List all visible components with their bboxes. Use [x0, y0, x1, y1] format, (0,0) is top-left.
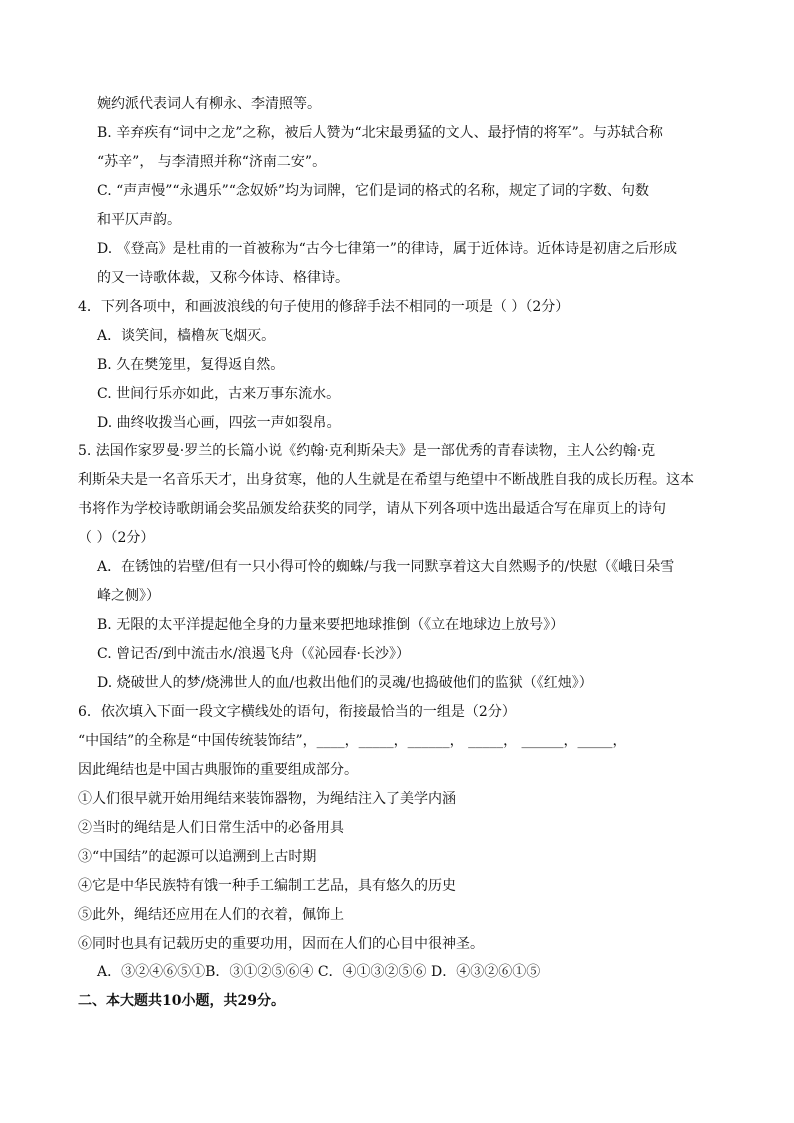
q6-passage-line2: 因此绳结也是中国古典服饰的重要组成部分。 [78, 762, 358, 778]
q5-stem-line2: 利斯朵夫是一名音乐天才，出身贫寒，他的人生就是在希望与绝望中不断战胜自我的成长历程。这本 [78, 472, 694, 488]
q3-option-c-line2: 和平仄声韵。 [97, 212, 181, 228]
q6-options: A．③②④⑥⑤①B．③①②⑤⑥④ C．④①③②⑤⑥ D．④③②⑥①⑤ [97, 964, 541, 980]
q6-sentence-1: ①人们很早就开始用绳结来装饰器物，为绳结注入了美学内涵 [78, 791, 456, 807]
q5-stem-line3: 书将作为学校诗歌朗诵会奖品颁发给获奖的同学，请从下列各项中选出最适合写在扉页上的诗句 [78, 501, 666, 517]
q3-option-b-line1: B. 辛弃疾有“词中之龙”之称，被后人赞为“北宋最勇猛的文人、最抒情的将军”。与苏轼合称 [97, 125, 663, 141]
q6-stem: 6．依次填入下面一段文字横线处的语句，衔接最恰当的一组是（2分） [78, 704, 516, 720]
q6-sentence-3: ③“中国结”的起源可以追溯到上古时期 [78, 849, 317, 865]
q6-sentence-2: ②当时的绳结是人们日常生活中的必备用具 [78, 820, 344, 836]
q4-option-c: C. 世间行乐亦如此，古来万事东流水。 [97, 386, 341, 402]
q3-option-d-line1: D. 《登高》是杜甫的一首被称为“古今七律第一”的律诗，属于近体诗。近体诗是初唐之后形成 [97, 241, 677, 257]
q6-sentence-5: ⑤此外，绳结还应用在人们的衣着，佩饰上 [78, 907, 344, 923]
section-2-heading: 二、本大题共10小题，共29分。 [78, 993, 285, 1009]
q5-stem-line4: （ ）（2分） [78, 530, 155, 546]
q3-option-c-line1: C. “声声慢”“永遇乐”“念奴娇”均为词牌，它们是词的格式的名称，规定了词的字数、句数 [97, 183, 650, 199]
q6-sentence-4: ④它是中华民族特有饿一种手工编制工艺品，具有悠久的历史 [78, 878, 456, 894]
q4-option-b: B. 久在樊笼里，复得返自然。 [97, 357, 285, 373]
q5-option-c: C. 曾记否/到中流击水/浪遏飞舟（《沁园春·长沙》） [97, 646, 410, 662]
q3-option-a-continued: 婉约派代表词人有柳永、李清照等。 [97, 96, 321, 112]
q6-sentence-6: ⑥同时也具有记载历史的重要功用，因而在人们的心目中很神圣。 [78, 936, 484, 952]
q5-option-b: B. 无限的太平洋提起他全身的力量来要把地球推倒（《立在地球边上放号》） [97, 617, 565, 633]
q5-option-a-line1: A．在锈蚀的岩壁/但有一只小得可怜的蜘蛛/与我一同默享着这大自然赐予的/快慰（《峨日朵雪 [97, 559, 675, 575]
q4-option-a: A．谈笑间，樯橹灰飞烟灭。 [97, 328, 276, 344]
q5-option-a-line2: 峰之侧》） [97, 588, 160, 604]
q4-stem: 4．下列各项中，和画波浪线的句子使用的修辞手法不相同的一项是（ ）（2分） [78, 299, 570, 315]
q6-passage-line1: “中国结”的全称是“中国传统装饰结”，____，_____，______， _____， ______，_____， [78, 733, 627, 749]
q3-option-b-line2: “苏辛”， 与李清照并称“济南二安”。 [97, 154, 327, 170]
q5-stem-line1: 5. 法国作家罗曼·罗兰的长篇小说《约翰·克利斯朵夫》是一部优秀的青春读物，主人公约翰·克 [78, 443, 656, 459]
q3-option-d-line2: 的又一诗歌体裁，又称今体诗、格律诗。 [97, 270, 349, 286]
q5-option-d: D. 烧破世人的梦/烧沸世人的血/也救出他们的灵魂/也捣破他们的监狱（《红烛》） [97, 675, 593, 691]
q4-option-d: D. 曲终收拨当心画，四弦一声如裂帛。 [97, 415, 341, 431]
